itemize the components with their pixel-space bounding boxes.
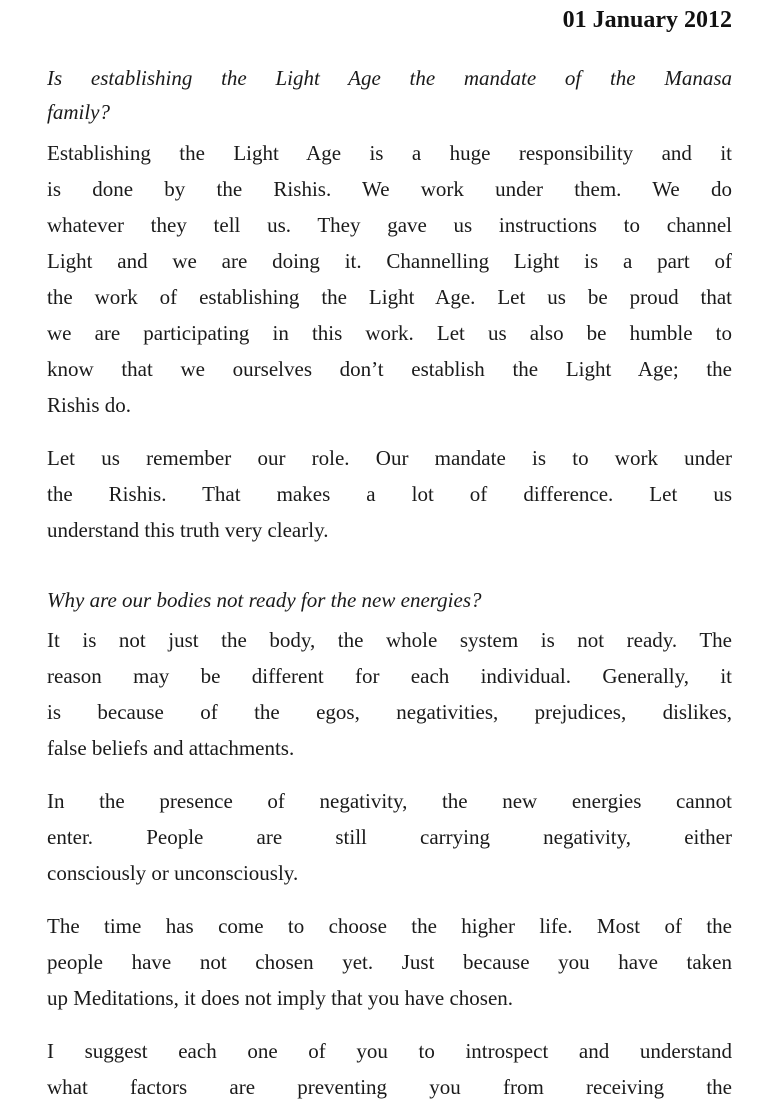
question-line: Why are our bodies not ready for the new energies? — [47, 588, 482, 612]
paragraph-line: is done by the Rishis. We work under them. We do — [47, 177, 732, 201]
question-line: Is establishing the Light Age the mandate of the Manasa — [47, 66, 732, 90]
paragraph-line: Light and we are doing it. Channelling Light is a part of — [47, 249, 732, 273]
paragraph-line: up Meditations, it does not imply that you have chosen. — [47, 986, 514, 1010]
paragraph-line: understand this truth very clearly. — [47, 518, 329, 542]
paragraph-line: enter. People are still carrying negativity, either — [47, 825, 732, 849]
paragraph-line: Establishing the Light Age is a huge responsibility and it — [47, 141, 732, 165]
paragraph-line: what factors are preventing you from receiving the — [47, 1075, 732, 1099]
paragraph-line: people have not chosen yet. Just because you have taken — [47, 950, 732, 974]
paragraph-line: It is not just the body, the whole system is not ready. The — [47, 628, 732, 652]
question-line: family? — [47, 100, 110, 124]
paragraph-line: consciously or unconsciously. — [47, 861, 299, 885]
paragraph-line: the Rishis. That makes a lot of difference. Let us — [47, 482, 732, 506]
paragraph-line: false beliefs and attachments. — [47, 736, 295, 760]
paragraph-line: the work of establishing the Light Age. Let us be proud that — [47, 285, 732, 309]
page-date: 01 January 2012 — [562, 7, 732, 33]
paragraph-line: The time has come to choose the higher life. Most of the — [47, 914, 732, 938]
paragraph-line: reason may be different for each individual. Generally, it — [47, 664, 732, 688]
paragraph-line: Rishis do. — [47, 393, 132, 417]
paragraph-line: we are participating in this work. Let us also be humble to — [47, 321, 732, 345]
paragraph-line: is because of the egos, negativities, prejudices, dislikes, — [47, 700, 732, 724]
paragraph-line: know that we ourselves don’t establish the Light Age; the — [47, 357, 732, 381]
paragraph-line: whatever they tell us. They gave us instructions to channel — [47, 213, 732, 237]
paragraph-line: In the presence of negativity, the new energies cannot — [47, 789, 732, 813]
paragraph-line: I suggest each one of you to introspect and understand — [47, 1039, 732, 1063]
paragraph-line: Let us remember our role. Our mandate is to work under — [47, 446, 732, 470]
